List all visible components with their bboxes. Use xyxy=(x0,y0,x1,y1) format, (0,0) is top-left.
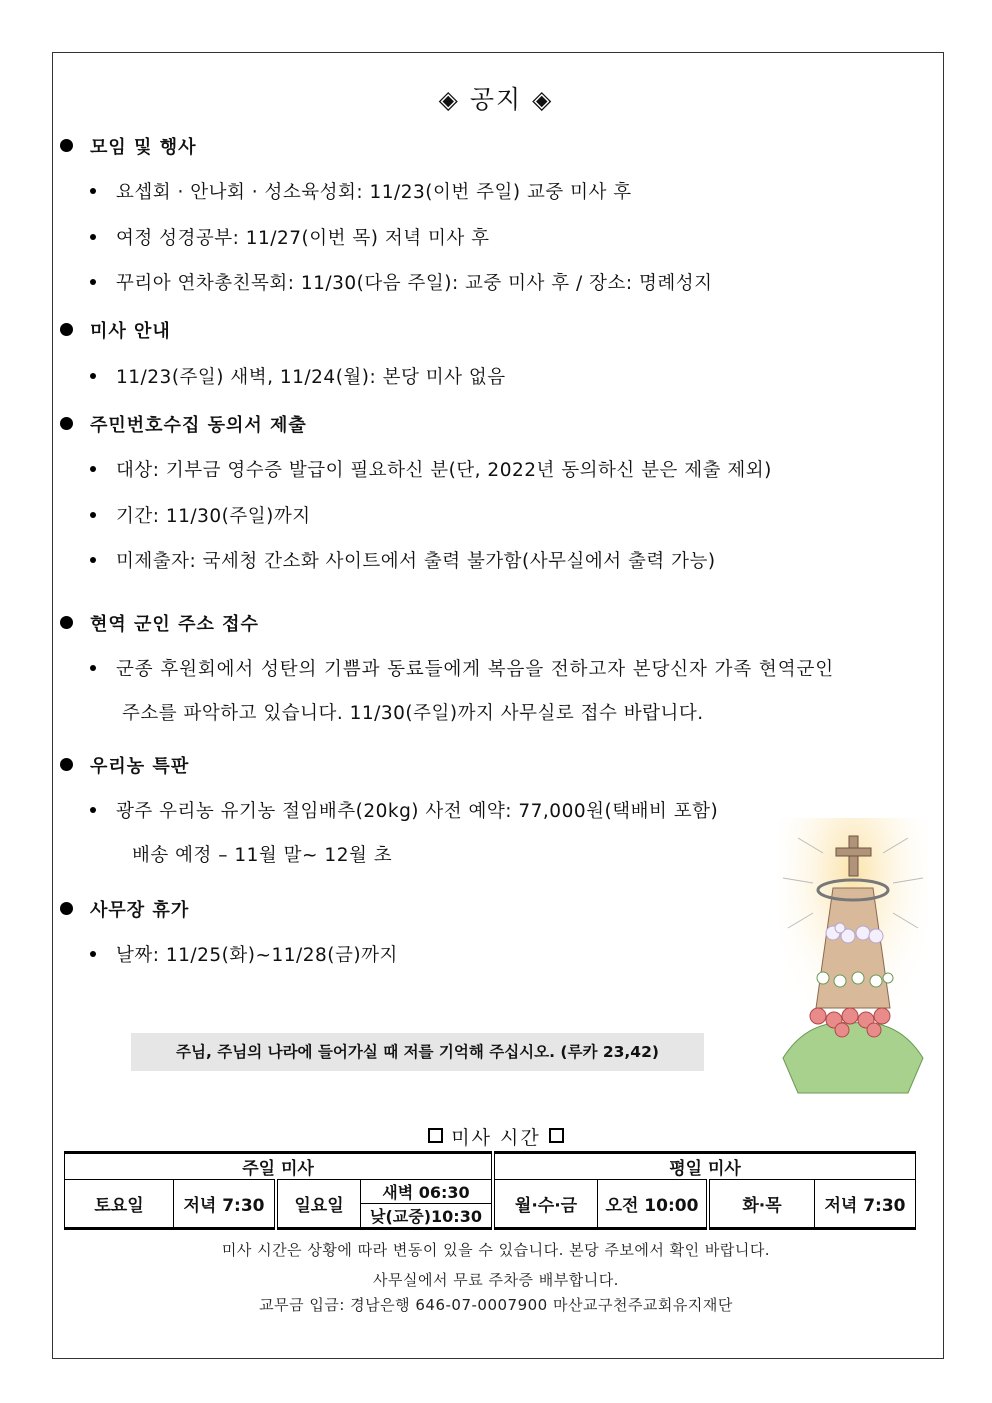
sunday-dawn-time: 새벽 06:30 xyxy=(361,1180,494,1204)
heading-text: 모임 및 행사 xyxy=(90,137,197,158)
list-item xyxy=(90,224,489,250)
bullet-icon xyxy=(90,557,96,563)
item-text: 미제출자: 국세청 간소화 사이트에서 출력 불가함(사무실에서 출력 가능) xyxy=(116,551,716,572)
list-item xyxy=(90,547,716,573)
bullet-icon xyxy=(90,234,96,240)
section-heading xyxy=(60,896,189,922)
heading-text: 현역 군인 주소 접수 xyxy=(90,614,259,635)
saturday-time: 저녁 7:30 xyxy=(174,1180,277,1229)
list-item xyxy=(90,797,718,823)
bullet-icon xyxy=(60,323,73,336)
item-text: 꾸리아 연차총친목회: 11/30(다음 주일): 교중 미사 후 / 장소: 명례성지 xyxy=(116,273,713,294)
saturday-label: 토요일 xyxy=(65,1180,174,1229)
bullet-icon xyxy=(90,188,96,194)
item-text: 여정 성경공부: 11/27(이번 목) 저녁 미사 후 xyxy=(116,228,490,249)
list-item xyxy=(90,456,772,482)
section-heading xyxy=(60,752,189,778)
mass-title-text: 미사 시간 xyxy=(451,1127,541,1149)
footer-note: 미사 시간은 상황에 따라 변동이 있을 수 있습니다. 본당 주보에서 확인 바랍니다. xyxy=(221,1241,771,1259)
bullet-icon xyxy=(60,139,73,152)
list-item xyxy=(90,655,834,681)
item-text: 군종 후원회에서 성탄의 기쁨과 동료들에게 복음을 전하고자 본당신자 가족 현역군인 xyxy=(116,659,835,680)
section-heading xyxy=(60,317,171,343)
list-item xyxy=(90,269,713,295)
item-text: 기간: 11/30(주일)까지 xyxy=(116,506,311,527)
bullet-icon xyxy=(90,512,96,518)
section-heading xyxy=(60,133,196,159)
checkbox-square-icon xyxy=(428,1128,443,1143)
checkbox-square-icon xyxy=(549,1128,564,1143)
bullet-icon xyxy=(90,373,96,379)
mwf-label: 월·수·금 xyxy=(493,1180,598,1229)
sunday-mass-header: 주일 미사 xyxy=(65,1153,494,1180)
bullet-icon xyxy=(90,279,96,285)
heading-text: 미사 안내 xyxy=(90,321,171,342)
bullet-icon xyxy=(90,665,96,671)
section-heading xyxy=(60,610,259,636)
item-text: 대상: 기부금 영수증 발급이 필요하신 분(단, 2022년 동의하신 분은 제출 제외) xyxy=(116,460,772,481)
heading-text: 사무장 휴가 xyxy=(90,900,190,921)
footer-note: 사무실에서 무료 주차증 배부합니다. xyxy=(373,1271,619,1289)
section-heading xyxy=(60,411,307,437)
sunday-label: 일요일 xyxy=(276,1180,361,1229)
sunday-main-time: 낮(교중)10:30 xyxy=(361,1204,494,1229)
heading-text: 주민번호수집 동의서 제출 xyxy=(90,415,307,436)
bullet-icon xyxy=(60,616,73,629)
list-item xyxy=(90,363,506,389)
tue-thu-label: 화·목 xyxy=(708,1180,815,1229)
bullet-icon xyxy=(90,951,96,957)
item-text: 날짜: 11/25(화)~11/28(금)까지 xyxy=(116,945,398,966)
list-item xyxy=(90,941,398,967)
cross-flowers-illustration xyxy=(778,818,928,1098)
item-text: 광주 우리농 유기농 절임배추(20kg) 사전 예약: 77,000원(택배비 포함) xyxy=(116,801,719,822)
list-item xyxy=(90,502,311,528)
mass-schedule-table xyxy=(64,1151,916,1230)
heading-text: 우리농 특판 xyxy=(90,756,190,777)
list-item xyxy=(90,178,632,204)
bullet-icon xyxy=(90,466,96,472)
bullet-icon xyxy=(60,902,73,915)
item-continuation: 주소를 파악하고 있습니다. 11/30(주일)까지 사무실로 접수 바랍니다. xyxy=(122,703,704,724)
mass-times-title xyxy=(0,1123,992,1150)
item-text: 11/23(주일) 새벽, 11/24(월): 본당 미사 없음 xyxy=(116,367,506,388)
tue-thu-time: 저녁 7:30 xyxy=(815,1180,916,1229)
item-continuation: 배송 예정 – 11월 말~ 12월 초 xyxy=(132,845,393,866)
page-title: ◈ 공지 ◈ xyxy=(438,85,554,114)
bullet-icon xyxy=(90,807,96,813)
item-text: 요셉회 · 안나회 · 성소육성회: 11/23(이번 주일) 교중 미사 후 xyxy=(116,182,632,203)
weekday-mass-header: 평일 미사 xyxy=(493,1153,916,1180)
bullet-icon xyxy=(60,417,73,430)
bullet-icon xyxy=(60,758,73,771)
footer-note: 교무금 입금: 경남은행 646-07-0007900 마산교구천주교회유지재단 xyxy=(259,1296,733,1314)
scripture-quote: 주님, 주님의 나라에 들어가실 때 저를 기억해 주십시오. (루카 23,42) xyxy=(131,1033,704,1071)
mwf-time: 오전 10:00 xyxy=(598,1180,709,1229)
